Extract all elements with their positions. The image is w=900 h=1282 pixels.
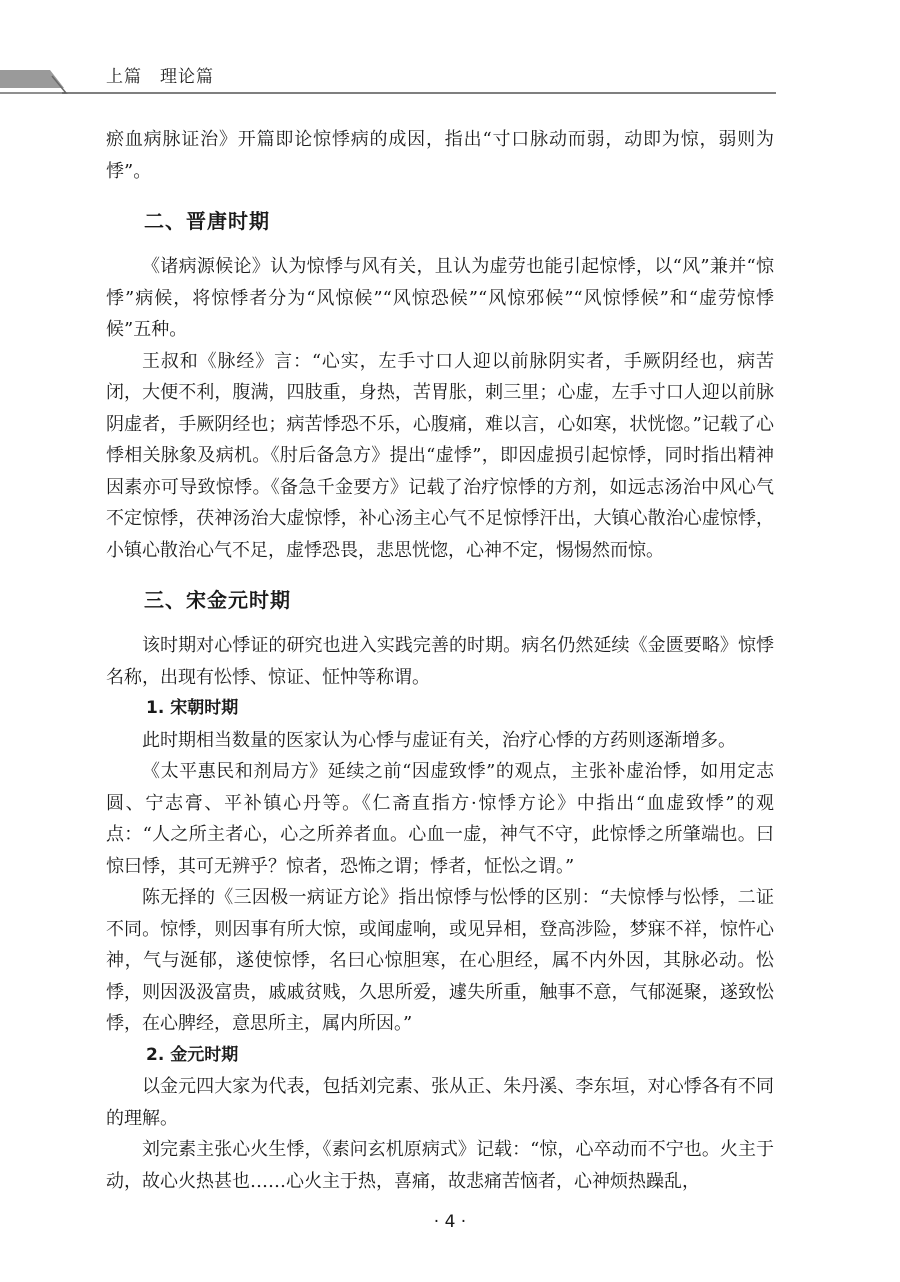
paragraph: 《太平惠民和剂局方》延续之前“因虚致悸”的观点，主张补虚治悸，如用定志圆、宁志膏、平补镇心丹等。《仁斋直指方·惊悸方论》中指出“血虚致悸”的观点：“人之所主者心，心之所养者血。心血一虚，神气不守，此惊悸之所肇端也。曰惊曰悸，其可无辨乎？惊者，恐怖之谓；悸者，怔忪之谓。” [106,761,774,877]
paragraph: 此时期相当数量的医家认为心悸与虚证有关，治疗心悸的方药则逐渐增多。 [142,729,736,751]
paragraph: 《诸病源候论》认为惊悸与风有关，且认为虚劳也能引起惊悸，以“风”兼并“惊悸”病候，将惊悸者分为“风惊候”“风惊恐候”“风惊邪候”“风惊悸候”和“虚劳惊悸候”五种。 [106,256,774,340]
page-body [106,124,774,1197]
section-heading-songjinyuan: 三、宋金元时期 [144,588,291,612]
running-header [106,62,214,87]
subsection-heading-song: 1. 宋朝时期 [146,698,239,718]
paragraph: 王叔和《脉经》言：“心实，左手寸口人迎以前脉阴实者，手厥阴经也，病苦闭，大便不利，腹满，四肢重，身热，苦胃胀，刺三里；心虚，左手寸口人迎以前脉阴虚者，手厥阴经也；病苦悸恐不乐，心腹痛，难以言，心如寒，状恍惚。”记载了心悸相关脉象及病机。《肘后备急方》提出“虚悸”，即因虚损引起惊悸，同时指出精神因素亦可导致惊悸。《备急千金要方》记载了治疗惊悸的方剂，如远志汤治中风心气不定惊悸，茯神汤治大虚惊悸，补心汤主心气不足惊悸汗出，大镇心散治心虚惊悸，小镇心散治心气不足，虚悸恐畏，悲思恍惚，心神不定，惕惕然而惊。 [106,350,774,561]
subsection-heading-jinyuan: 2. 金元时期 [146,1044,239,1065]
header-part: 上篇 [106,67,142,87]
paragraph: 陈无择的《三因极一病证方论》指出惊悸与忪悸的区别：“夫惊悸与忪悸，二证不同。惊悸，则因事有所大惊，或闻虚响，或见异相，登高涉险，梦寐不祥，惊忤心神，气与涎郁，遂使惊悸，名曰心惊胆寒，在心胆经，属不内外因，其脉必动。忪悸，则因汲汲富贵，戚戚贫贱，久思所爱，遽失所重，触事不意，气郁涎聚，遂致忪悸，在心脾经，意思所主，属内所因。” [106,887,774,1034]
page-number: · 4 · [433,1212,467,1232]
header-section: 理论篇 [160,67,214,87]
section-heading-jintang: 二、晋唐时期 [144,209,270,233]
paragraph: 该时期对心悸证的研究也进入实践完善的时期。病名仍然延续《金匮要略》惊悸名称，出现有忪悸、惊证、怔忡等称谓。 [106,635,774,688]
paragraph: 刘完素主张心火生悸，《素问玄机原病式》记载：“惊，心卒动而不宁也。火主于动，故心火热甚也……心火主于热，喜痛，故悲痛苦恼者，心神烦热躁乱， [106,1139,774,1192]
paragraph-continuation: 瘀血病脉证治》开篇即论惊悸病的成因，指出“寸口脉动而弱，动即为惊，弱则为悸”。 [106,129,774,182]
paragraph: 以金元四大家为代表，包括刘完素、张从正、朱丹溪、李东垣，对心悸各有不同的理解。 [106,1076,774,1129]
